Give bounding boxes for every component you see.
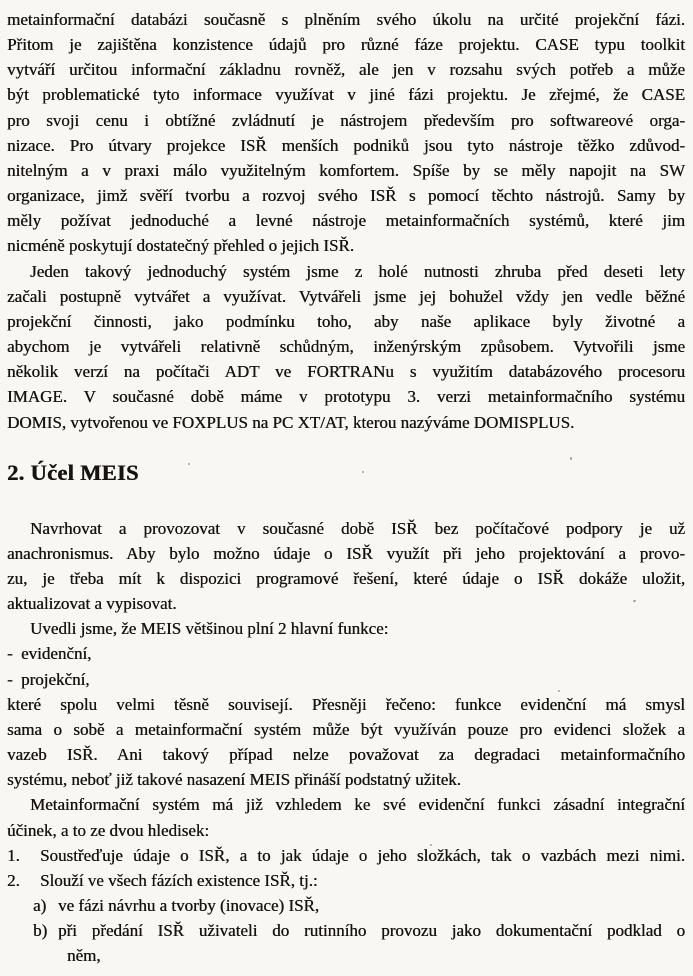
section-heading: 2. Účel MEIS: [7, 459, 139, 485]
list-item-text: při předání ISŘ uživateli do rutinního provozu jako dokumentační podklad o: [58, 921, 685, 941]
dash-bullet: -: [7, 669, 13, 689]
scan-speck: [570, 457, 572, 460]
text-line: nicméně poskytují dostatečný přehled o jejich ISŘ.: [7, 236, 355, 256]
text-line: být problematické tyto informace využívat v jiné fázi projektu. Je zřejmé, že CASE: [7, 85, 685, 105]
list-item-text: něm,: [67, 946, 101, 966]
list-item-text: Slouží ve všech fázích existence ISŘ, tj.:: [40, 870, 318, 890]
text-line: vazeb ISŘ. Ani takový případ nelze považovat za degradaci metainformačního: [7, 745, 685, 765]
list-item-text: ve fázi návrhu a tvorby (inovace) ISŘ,: [58, 896, 320, 915]
text-line: IMAGE. V současné době máme v prototypu 3. verzi metainformačního systému: [7, 387, 685, 407]
list-item: [7, 893, 685, 918]
list-item-text: projekční,: [21, 669, 90, 689]
text-line: které spolu velmi těsně souvisejí. Přesněji řečeno: funkce evidenční má smysl: [7, 694, 685, 714]
text-line: sama o sobě a metainformační systém může být využíván pouze pro evidenci složek a: [7, 719, 685, 739]
paragraph-functions-detail: [7, 692, 685, 793]
text-line: účinek, a to ze dvou hledisek:: [7, 820, 210, 840]
list-letter: a): [33, 896, 47, 915]
text-line: metainformační databázi současně s plněním svého úkolu na určité projekční fázi.: [7, 10, 685, 29]
list-item: [7, 918, 685, 943]
list-item: [7, 868, 685, 893]
list-item-continuation: [7, 943, 685, 968]
scan-speck: [430, 844, 432, 846]
list-number: 1.: [7, 845, 20, 865]
scan-speck: [362, 471, 364, 473]
text-line: Uvedli jsme, že MEIS většinou plní 2 hlavní funkce:: [30, 619, 389, 639]
text-line: systému, neboť již takové nasazení MEIS přináší podstatný užitek.: [7, 770, 461, 790]
text-line: Metainformační systém má již vzhledem ke své evidenční funkci zásadní integrační: [30, 795, 685, 815]
list-number: 2.: [7, 870, 20, 890]
scan-speck: [188, 463, 190, 465]
text-line: aktualizovat a vypisovat.: [7, 594, 177, 614]
text-line: nitelným a v praxi málo využitelným komfortem. Spíše by se měly napojit na SW: [7, 160, 685, 180]
scan-speck: [633, 600, 636, 602]
text-line: Přitom je zajištěna konzistence údajů pro různé fáze projektu. CASE typu toolkit: [7, 35, 685, 55]
list-letter: b): [33, 921, 48, 941]
list-item: [7, 667, 685, 692]
scan-speck: [300, 250, 302, 252]
text-line: měly požívat jednoduché a levné nástroje metainformačních systémů, které jim: [7, 211, 685, 231]
list-item: [7, 641, 685, 666]
text-line: pro svoji cenu i obtížné zvládnutí je nástrojem především pro softwareové orga-: [7, 110, 685, 130]
text-line: projekční činnosti, jako podmínku toho, aby naše aplikace byly životné a: [7, 311, 685, 331]
scan-speck: [558, 690, 560, 692]
scan-speck: [608, 934, 610, 936]
text-line: anachronismus. Aby bylo možno údaje o ISŘ využít při jeho projektování a provo-: [7, 543, 685, 563]
text-line: Jeden takový jednoduchý systém jsme z holé nutnosti zhruba před deseti lety: [30, 261, 685, 281]
text-line: několik verzí na počítači ADT ve FORTRANu s využitím databázového procesoru: [7, 362, 685, 382]
letter-sublist: [7, 893, 685, 968]
text-line: Navrhovat a provozovat v současné době ISŘ bez počítačové podpory je už: [30, 518, 685, 538]
text-line: zu, je třeba mít k dispozici programové řešení, které údaje o ISŘ dokáže uložit,: [7, 568, 685, 588]
text-line: abychom je vytvářeli relativně schůdným, inženýrským způsobem. Vytvořili jsme: [7, 337, 685, 357]
text-line: organizace, jimž svěří tvorbu a rozvoj svého ISŘ s pomocí těchto nástrojů. Samy by: [7, 186, 685, 206]
paragraph-meis-purpose: [7, 516, 685, 617]
text-line: nizace. Pro útvary projekce ISŘ menších podniků jsou tyto nástroje těžko zdůvod-: [7, 135, 685, 155]
list-item-text: Soustřeďuje údaje o ISŘ, a to jak údaje o jeho složkách, tak o vazbách mezi nimi.: [40, 845, 685, 865]
list-item-text: evidenční,: [21, 644, 92, 664]
text-line: DOMIS, vytvořenou ve FOXPLUS na PC XT/AT, kterou nazýváme DOMISPLUS.: [7, 412, 575, 432]
paragraph-integration-effect: [7, 792, 685, 842]
paragraph-case-tools: [7, 7, 685, 259]
text-line: začali postupně vytvářet a využívat. Vytvářeli jsme jej bohužel vždy jen vedle běžné: [7, 286, 685, 306]
paragraph-functions-intro: [7, 616, 685, 641]
text-line: vytváří určitou informační základnu rovněž, ale jen v rozsahu svých potřeb a může: [7, 60, 685, 80]
paragraph-domis-history: [7, 259, 685, 435]
list-item: [7, 843, 685, 868]
numbered-list: [7, 843, 685, 893]
dash-bullet: -: [7, 644, 13, 664]
dash-list: [7, 641, 685, 691]
